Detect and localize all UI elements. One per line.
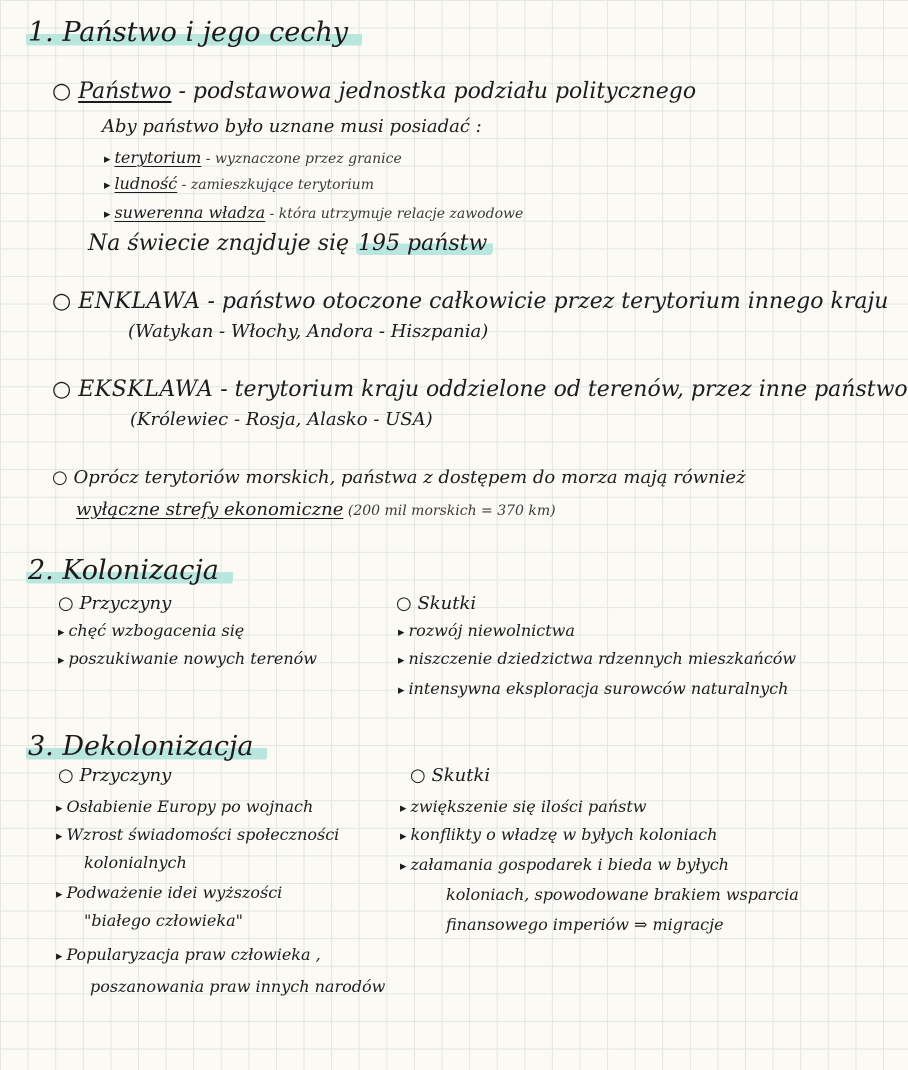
exclave-examples: (Królewiec - Rosja, Alasko - USA) xyxy=(130,409,433,430)
colonization-effects-label: ○ Skutki xyxy=(396,593,477,614)
colonization-cause: ▸ poszukiwanie nowych terenów xyxy=(58,649,317,668)
arrow-icon: ▸ xyxy=(56,829,63,844)
economic-zone-line2: wyłączne strefy ekonomiczne (200 mil morskich = 370 km) xyxy=(76,499,556,520)
arrow-icon: ▸ xyxy=(398,625,405,640)
arrow-icon: ▸ xyxy=(400,801,407,816)
colonization-effect: ▸ intensywna eksploracja surowców naturalnych xyxy=(398,679,789,698)
section-1-title: 1. Państwo i jego cechy xyxy=(26,18,362,48)
requirement-population: ▸ ludność - zamieszkujące terytorium xyxy=(104,174,374,193)
arrow-icon: ▸ xyxy=(398,683,405,698)
arrow-icon: ▸ xyxy=(56,801,63,816)
arrow-icon: ▸ xyxy=(104,178,111,193)
colonization-cause: ▸ chęć wzbogacenia się xyxy=(58,621,245,640)
decolonization-causes-label: ○ Przyczyny xyxy=(58,765,172,786)
requirement-territory: ▸ terytorium - wyznaczone przez granice xyxy=(104,148,402,167)
arrow-icon: ▸ xyxy=(104,152,111,167)
enclave-definition: ○ ENKLAWA - państwo otoczone całkowicie przez terytorium innego kraju xyxy=(52,289,889,314)
enclave-examples: (Watykan - Włochy, Andora - Hiszpania) xyxy=(128,321,489,342)
decolonization-effect: ▸ konflikty o władzę w byłych koloniach xyxy=(400,825,718,844)
arrow-icon: ▸ xyxy=(104,207,111,222)
section-2-title: 2. Kolonizacja xyxy=(26,556,233,586)
arrow-icon: ▸ xyxy=(56,949,63,964)
colonization-effect: ▸ rozwój niewolnictwa xyxy=(398,621,575,640)
decolonization-cause-continued: kolonialnych xyxy=(84,853,187,872)
decolonization-effect: ▸ załamania gospodarek i bieda w byłych xyxy=(400,855,729,874)
requirement-sovereignty: ▸ suwerenna władza - która utrzymuje relacje zawodowe xyxy=(104,203,524,222)
decolonization-cause: ▸ Wzrost świadomości społeczności xyxy=(56,825,340,844)
decolonization-effect-continued: finansowego imperiów ⇒ migracje xyxy=(446,915,724,934)
state-definition: ○ Państwo - podstawowa jednostka podziału politycznego xyxy=(52,79,697,104)
decolonization-effect: ▸ zwiększenie się ilości państw xyxy=(400,797,647,816)
decolonization-cause-continued: "białego człowieka" xyxy=(84,911,243,930)
decolonization-cause: ▸ Osłabienie Europy po wojnach xyxy=(56,797,314,816)
decolonization-cause: ▸ Podważenie idei wyższości xyxy=(56,883,283,902)
economic-zone-line1: ○ Oprócz terytoriów morskich, państwa z dostępem do morza mają również xyxy=(52,467,746,488)
states-count: Na świecie znajduje się 195 państw xyxy=(88,232,493,256)
colonization-effect: ▸ niszczenie dziedzictwa rdzennych mieszkańców xyxy=(398,649,797,668)
arrow-icon: ▸ xyxy=(398,653,405,668)
arrow-icon: ▸ xyxy=(58,653,65,668)
arrow-icon: ▸ xyxy=(400,829,407,844)
section-3-title: 3. Dekolonizacja xyxy=(26,732,267,762)
arrow-icon: ▸ xyxy=(56,887,63,902)
decolonization-cause: ▸ Popularyzacja praw człowieka , xyxy=(56,945,321,964)
implies-arrow-icon: ⇒ xyxy=(633,915,648,934)
decolonization-effect-continued: koloniach, spowodowane brakiem wsparcia xyxy=(446,885,799,904)
arrow-icon: ▸ xyxy=(400,859,407,874)
decolonization-cause-continued: poszanowania praw innych narodów xyxy=(90,977,386,996)
decolonization-effects-label: ○ Skutki xyxy=(410,765,491,786)
colonization-causes-label: ○ Przyczyny xyxy=(58,593,172,614)
exclave-definition: ○ EKSKLAWA - terytorium kraju oddzielone od terenów, przez inne państwo xyxy=(52,377,908,402)
arrow-icon: ▸ xyxy=(58,625,65,640)
requirements-intro: Aby państwo było uznane musi posiadać : xyxy=(102,116,482,137)
